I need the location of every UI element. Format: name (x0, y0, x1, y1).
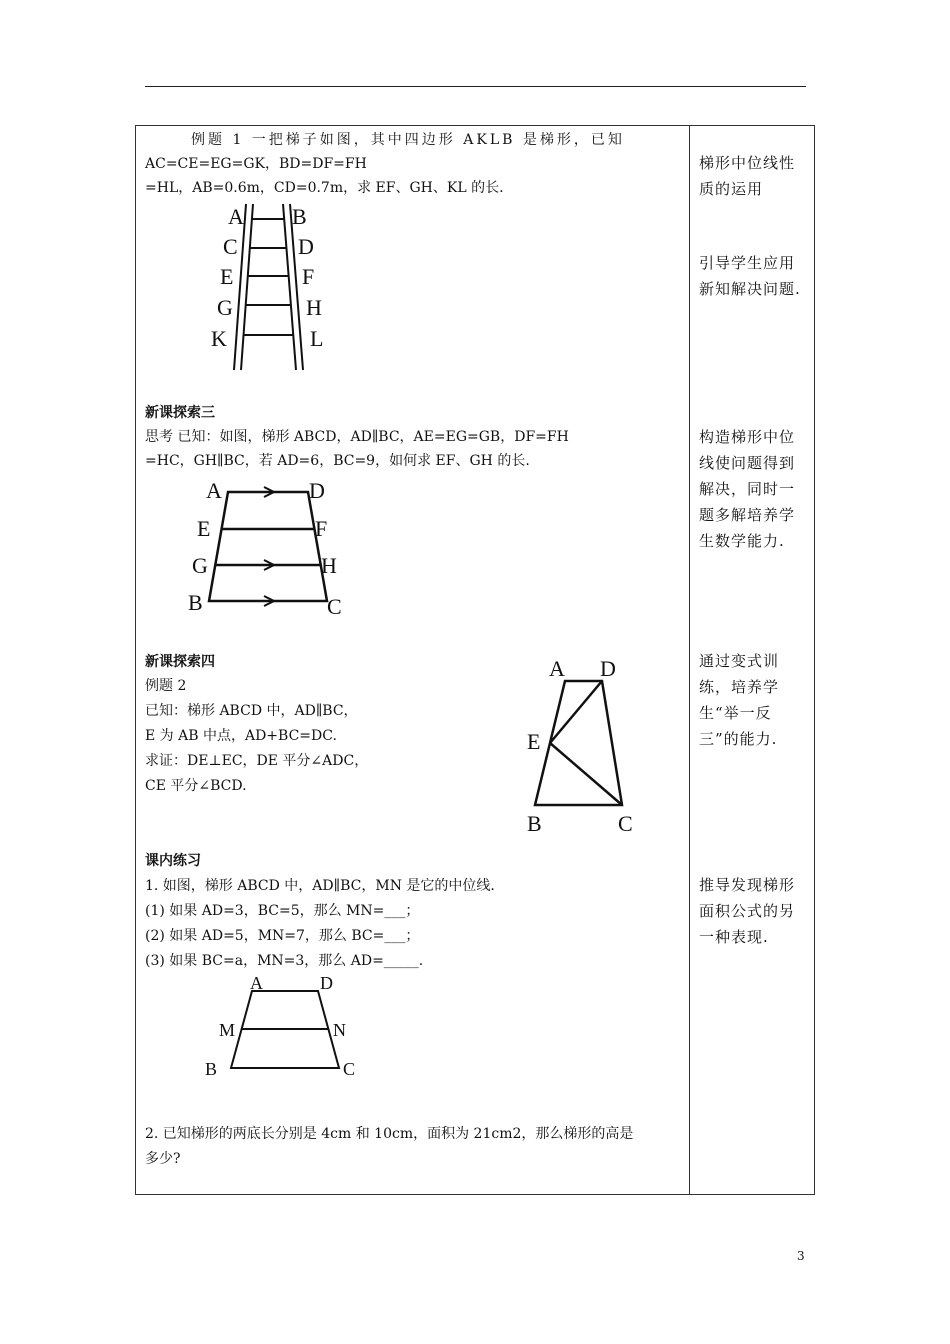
ladder-label-f: F (302, 264, 315, 289)
example1-line2: AC=CE=EG=GK，BD=DF=FH (145, 156, 367, 172)
practice-heading: 课内练习 (145, 853, 201, 869)
trapezoid-abcd-2 (535, 681, 622, 805)
header-rule (145, 86, 806, 87)
explore4-line: E 为 AB 中点，AD+BC=DC. (145, 728, 337, 744)
lesson-table (135, 125, 815, 1195)
explore3-label-f: F (315, 516, 328, 541)
explore4-label-b: B (527, 811, 542, 836)
example1-line1: 例题 1 一把梯子如图，其中四边形 AKLB 是梯形，已知 (191, 132, 625, 148)
ladder-label-l: L (310, 326, 324, 351)
ladder-label-a: A (228, 204, 244, 229)
practice-label-n: N (333, 1020, 346, 1040)
ladder-label-b: B (292, 204, 307, 229)
explore3-line1: 思考 已知：如图，梯形 ABCD，AD∥BC，AE=EG=GB，DF=FH (145, 429, 569, 445)
explore3-label-d: D (309, 478, 325, 503)
example1-line3: =HL，AB=0.6m，CD=0.7m，求 EF、GH、KL 的长. (145, 180, 504, 196)
note-construct-midline: 构造梯形中位线使问题得到解决，同时一题多解培养学生数学能力. (699, 428, 796, 550)
explore4-line: CE 平分∠BCD. (145, 778, 247, 794)
ladder-label-e: E (220, 264, 234, 289)
practice-q2-line2: 多少? (145, 1151, 181, 1167)
explore4-label-c: C (618, 811, 633, 836)
practice-q1-part: (1) 如果 AD=3，BC=5，那么 MN=___； (145, 903, 420, 919)
explore4-line: 求证：DE⊥EC，DE 平分∠ADC， (145, 753, 369, 769)
explore4-heading: 新课探索四 (145, 654, 215, 670)
content-column (145, 126, 681, 1194)
explore3-label-c: C (327, 594, 342, 619)
ladder-label-d: D (298, 234, 314, 259)
explore3-line2: =HC，GH∥BC，若 AD=6，BC=9，如何求 EF、GH 的长. (145, 453, 530, 469)
practice-label-d: D (320, 973, 333, 993)
notes-column (699, 126, 807, 1194)
practice-label-a: A (250, 973, 263, 993)
explore3-label-b: B (188, 590, 203, 615)
explore4-line: 已知：梯形 ABCD 中，AD∥BC， (145, 703, 358, 719)
practice-q1: 1. 如图，梯形 ABCD 中，AD∥BC，MN 是它的中位线. (145, 878, 495, 894)
note-midline-property: 梯形中位线性质的运用 (699, 154, 796, 198)
ladder-label-k: K (211, 326, 227, 351)
explore3-label-g: G (192, 553, 208, 578)
explore3-label-h: H (321, 553, 337, 578)
note-variation-training: 通过变式训练，培养学生“举一反三”的能力. (699, 652, 780, 748)
explore3-heading: 新课探索三 (145, 405, 215, 421)
explore4-label-a: A (549, 656, 565, 681)
explore4-label-e: E (527, 729, 541, 754)
column-divider (689, 126, 690, 1194)
practice-label-c: C (343, 1059, 356, 1079)
trapezoid-figure-explore4 (527, 654, 660, 836)
ladder-figure (211, 204, 360, 364)
trapezoid-abcd (209, 492, 327, 601)
segment-ce (550, 743, 622, 805)
practice-label-m: M (219, 1020, 236, 1040)
note-area-formula: 推导发现梯形面积公式的另一种表现. (699, 876, 796, 946)
ladder-label-h: H (306, 295, 322, 320)
explore3-label-a: A (206, 478, 222, 503)
practice-label-b: B (205, 1059, 218, 1079)
ladder-label-c: C (223, 234, 238, 259)
practice-q1-part: (3) 如果 BC=a，MN=3，那么 AD=_____. (145, 953, 424, 969)
explore4-line: 例题 2 (145, 678, 187, 694)
page-number: 3 (797, 1249, 805, 1263)
practice-q2-line1: 2. 已知梯形的两底长分别是 4cm 和 10cm，面积为 21cm2，那么梯形的高是 (145, 1126, 634, 1142)
trapezoid-figure-practice (205, 973, 389, 1084)
explore3-label-e: E (197, 516, 211, 541)
practice-q1-part: (2) 如果 AD=5，MN=7，那么 BC=___； (145, 928, 420, 944)
ladder-label-g: G (217, 295, 233, 320)
note-guide-students: 引导学生应用新知解决问题. (699, 254, 801, 298)
trapezoid-figure-explore3 (185, 476, 365, 619)
explore4-label-d: D (600, 656, 616, 681)
